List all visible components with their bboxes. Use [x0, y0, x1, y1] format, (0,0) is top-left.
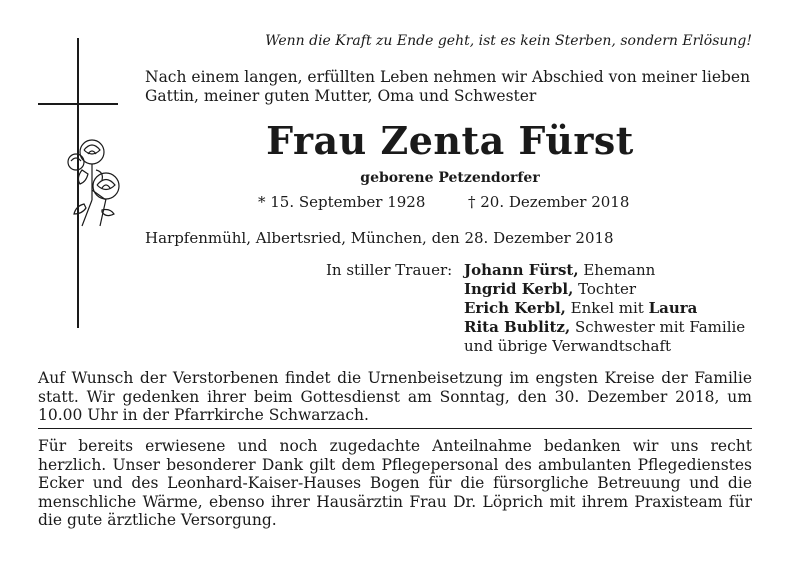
- mourner-row: [464, 261, 745, 280]
- birth-name: geborene Petzendorfer: [360, 170, 540, 186]
- death-date: † 20. Dezember 2018: [468, 193, 630, 211]
- cross-icon-bar: [38, 103, 118, 105]
- motto: Wenn die Kraft zu Ende geht, ist es kein Sterben, sondern Erlösung!: [265, 33, 752, 49]
- mourner-name: Johann Fürst,: [464, 261, 579, 279]
- mourner-name: Erich Kerbl,: [464, 299, 566, 317]
- funeral-notice: Auf Wunsch der Verstorbenen findet die Urnenbeisetzung im engsten Kreise der Familie statt. Wir gedenken ihrer beim Gottesdienst am Sonntag, den 30. Dezember 2018, um 10.00 Uhr in der Pfarrkirche Schwarzach.: [38, 369, 752, 424]
- mourner-relation: und übrige Verwandtschaft: [464, 337, 672, 355]
- mourner-relation: Tochter: [573, 280, 637, 298]
- mourner-row: [464, 318, 745, 337]
- mourner-name: Rita Bublitz,: [464, 318, 571, 336]
- mourner-name: Ingrid Kerbl,: [464, 280, 574, 298]
- thanks-text: Für bereits erwiesene und noch zugedachte Anteilnahme bedanken wir uns recht herzlich. Unser besonderer Dank gilt dem Pflegepersonal des ambulanten Pflegedienstes Ecker und des Leonhard-Kaiser-Hauses Bogen für die fürsorgliche Betreuung und die menschliche Wärme, ebenso ihrer Hausärztin Frau Dr. Löprich mit ihrem Praxisteam für die gute ärztliche Versorgung.: [38, 437, 752, 529]
- intro-text: Nach einem langen, erfüllten Leben nehmen wir Abschied von meiner lieben Gattin, meiner guten Mutter, Oma und Schwester: [145, 68, 751, 105]
- mourners-list: [464, 261, 745, 356]
- rose-bouquet-icon: [62, 130, 132, 230]
- mourning-label: In stiller Trauer:: [326, 261, 453, 279]
- mourner-row: [464, 299, 745, 318]
- mourner-name: Laura: [648, 299, 698, 317]
- mourner-row: [464, 337, 745, 356]
- place-and-date: Harpfenmühl, Albertsried, München, den 28. Dezember 2018: [145, 229, 614, 247]
- mourner-relation: Ehemann: [578, 261, 656, 279]
- mourner-relation: Enkel mit: [565, 299, 649, 317]
- deceased-name: Frau Zenta Fürst: [266, 118, 634, 163]
- divider: [38, 428, 752, 429]
- mourner-relation: Schwester mit Familie: [570, 318, 746, 336]
- birth-date: * 15. September 1928: [258, 193, 426, 211]
- mourner-row: [464, 280, 745, 299]
